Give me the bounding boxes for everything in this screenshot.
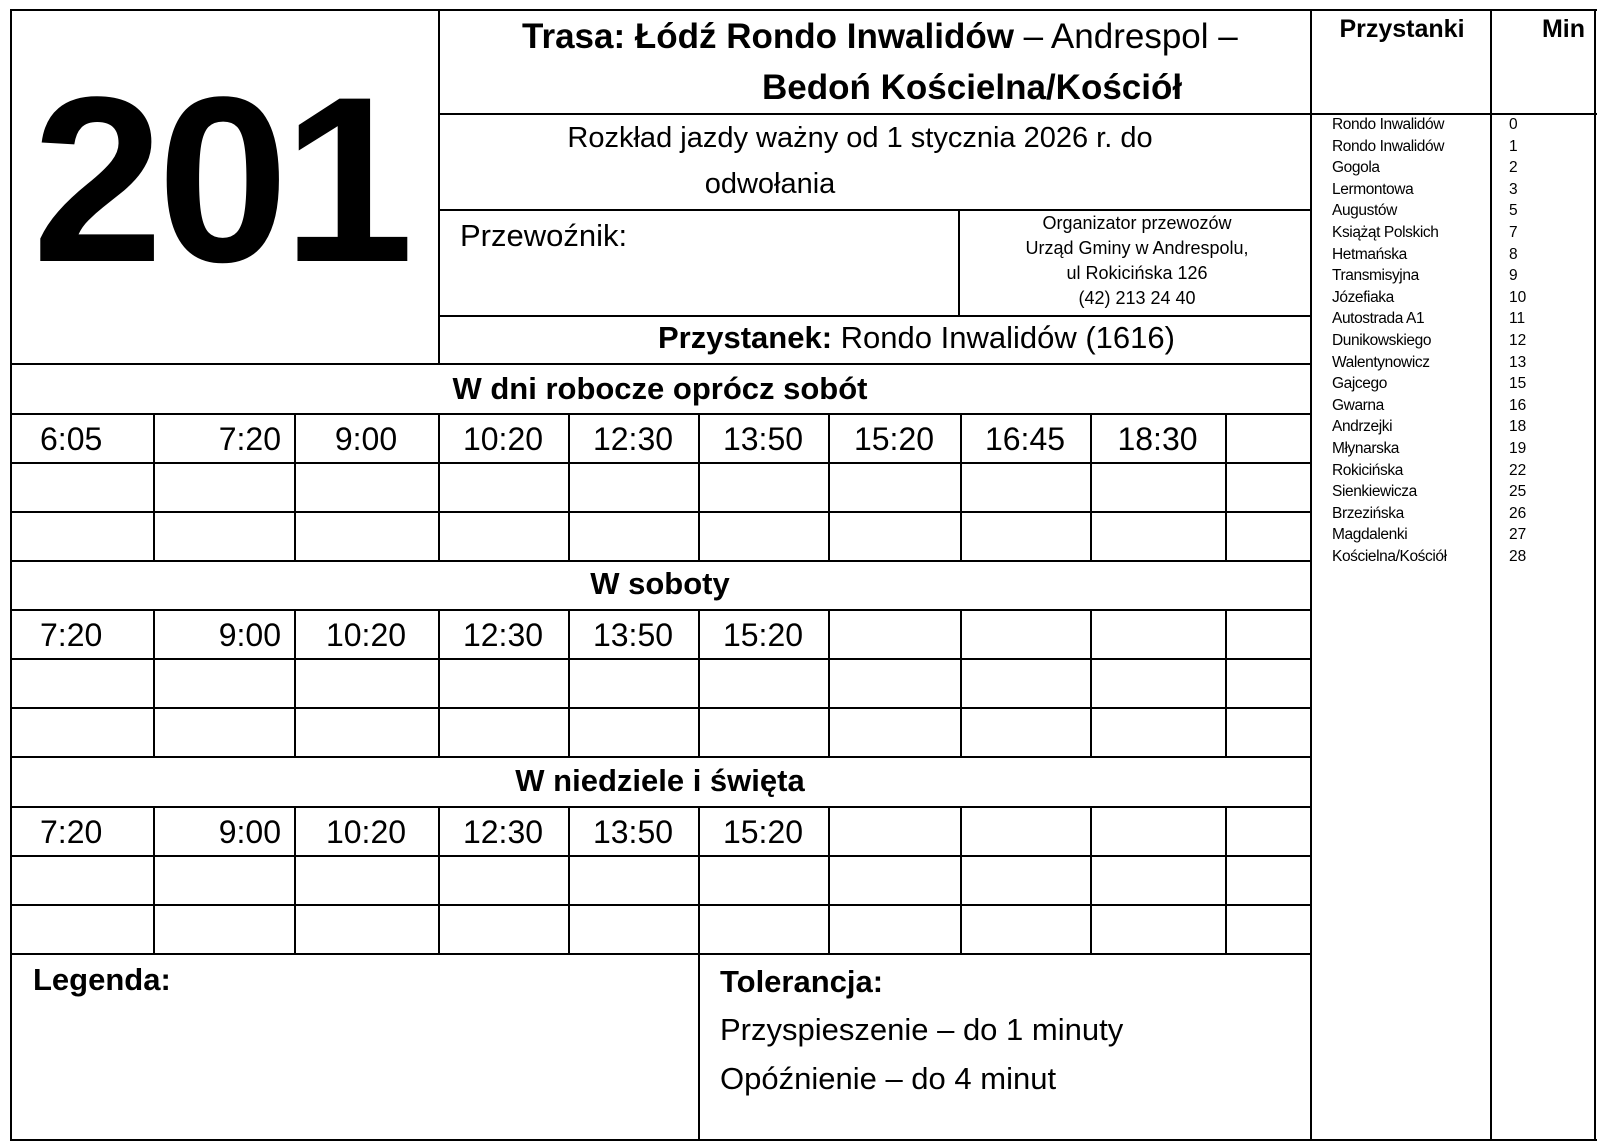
stop-heading [658,322,1175,353]
grid-line [153,413,155,562]
grid-line [568,413,570,562]
stop-name: Transmisyjna [1332,267,1419,285]
departure-time: 13:50 [722,421,804,457]
route-title-via: – Andrespol – [1013,17,1238,56]
grid-line [294,806,296,955]
grid-line [960,806,962,955]
stop-name: Brzezińska [1332,504,1404,522]
grid-line [153,806,155,955]
grid-line [698,806,700,955]
grid-line [294,609,296,758]
stop-minutes: 9 [1509,267,1518,285]
tolerance-label: Tolerancja: [720,964,884,999]
departure-time: 6:05 [40,421,103,457]
departure-time: 12:30 [462,617,544,653]
header-divider [438,9,440,365]
tolerance-delay: Opóźnienie – do 4 minut [720,1061,1057,1096]
departure-time: 12:30 [462,814,544,850]
route-title [522,19,1238,54]
stop-minutes: 19 [1509,440,1527,457]
departure-time: 9:00 [218,814,281,850]
stop-minutes: 12 [1509,332,1527,349]
stop-name: Gogola [1332,159,1380,177]
stop-minutes: 16 [1509,396,1527,414]
grid-line [438,209,1312,211]
stop-name: Kościelna/Kościół [1332,548,1447,565]
stop-value: Rondo Inwalidów (1616) [832,320,1175,355]
sunday-section-title: W niedziele i święta [515,763,805,798]
grid-line [10,413,1312,415]
line-number: 201 [32,48,408,312]
stop-name: Autostrada A1 [1332,310,1425,328]
tolerance-acceleration: Przyspieszenie – do 1 minuty [720,1012,1124,1047]
departure-time: 7:20 [218,421,281,457]
departure-time: 13:50 [592,814,674,850]
stop-name: Dunikowskiego [1332,332,1432,349]
grid-line [698,609,700,758]
stop-minutes: 10 [1509,288,1527,306]
stops-header-divider [1310,113,1597,115]
stops-column-header: Przystanki [1339,15,1465,43]
grid-line [1225,413,1227,562]
organizer-line-3: ul Rokicińska 126 [1066,263,1208,283]
grid-line [568,609,570,758]
minutes-column-header: Min [1541,15,1585,43]
departure-time: 15:20 [853,421,935,457]
departure-time: 9:00 [334,421,398,457]
weekday-section-title: W dni robocze oprócz sobót [452,371,868,406]
stop-name: Sienkiewicza [1332,483,1417,501]
minutes-column-divider [1490,9,1492,1141]
stop-minutes: 25 [1509,483,1527,501]
departure-time: 15:20 [722,617,804,653]
grid-line [438,806,440,955]
stop-minutes: 5 [1509,202,1518,220]
grid-line [10,609,1312,611]
stop-name: Magdalenki [1332,526,1408,544]
stop-name: Andrzejki [1332,418,1393,436]
stop-minutes: 2 [1509,159,1518,177]
grid-line [1090,806,1092,955]
carrier-label: Przewoźnik: [460,218,628,253]
departure-time: 12:30 [592,421,674,457]
stop-name: Gwarna [1332,396,1384,414]
border-left [10,9,12,1141]
grid-line [438,315,1312,317]
validity-line-2: odwołania [704,168,836,200]
stop-name: Hetmańska [1332,245,1407,263]
grid-line [10,511,1312,513]
grid-line [10,363,1312,365]
grid-line [294,413,296,562]
validity-line-1: Rozkład jazdy ważny od 1 stycznia 2026 r. do [567,122,1153,154]
organizer-line-4: (42) 213 24 40 [1078,288,1196,308]
grid-line [1090,609,1092,758]
grid-line [568,806,570,955]
departure-time: 15:20 [722,814,804,850]
stop-name: Młynarska [1332,440,1400,457]
stop-minutes: 15 [1509,375,1527,393]
border-right [1594,9,1596,1141]
grid-line [438,413,440,562]
stop-minutes: 7 [1509,224,1518,241]
grid-line [10,806,1312,808]
departure-time: 10:20 [462,421,544,457]
grid-line [438,113,1312,115]
departure-time: 10:20 [325,814,407,850]
grid-line [960,609,962,758]
legend-label: Legenda: [33,962,171,997]
organizer-line-2: Urząd Gminy w Andrespolu, [1025,238,1249,258]
stop-name: Książąt Polskich [1332,224,1439,241]
grid-line [10,756,1312,758]
grid-line [10,707,1312,709]
stop-minutes: 1 [1509,137,1518,155]
stop-name: Rondo Inwalidów [1332,137,1445,155]
departure-time: 7:20 [40,617,103,653]
grid-line [1090,413,1092,562]
grid-line [10,953,1312,955]
stop-name: Rondo Inwalidów [1332,116,1445,133]
grid-line [828,413,830,562]
stop-minutes: 11 [1509,310,1526,328]
route-title-origin: Trasa: Łódź Rondo Inwalidów [522,17,1014,56]
stop-name: Józefiaka [1332,288,1394,306]
border-bottom [10,1139,1597,1141]
grid-line [1225,806,1227,955]
grid-line [828,609,830,758]
stop-minutes: 18 [1509,418,1527,436]
organizer-divider [958,209,960,317]
stop-name: Gajcego [1332,375,1387,393]
stop-minutes: 0 [1509,116,1518,133]
saturday-section-title: W soboty [590,566,730,601]
grid-line [10,658,1312,660]
grid-line [960,413,962,562]
grid-line [698,413,700,562]
stop-minutes: 27 [1509,526,1527,544]
stop-label: Przystanek: [658,320,833,355]
stop-minutes: 3 [1509,180,1518,198]
departure-time: 16:45 [984,421,1066,457]
border-top [10,9,1597,11]
stop-minutes: 28 [1509,548,1527,565]
stop-name: Walentynowicz [1332,353,1430,371]
stop-name: Rokicińska [1332,461,1403,479]
stop-name: Augustów [1332,202,1397,220]
grid-line [153,609,155,758]
stops-panel-divider [1310,9,1312,1141]
departure-time: 18:30 [1117,421,1198,457]
stop-minutes: 22 [1509,461,1527,479]
organizer-line-1: Organizator przewozów [1042,213,1232,233]
route-title-destination: Bedoń Kościelna/Kościół [762,68,1183,107]
grid-line [10,855,1312,857]
departure-time: 13:50 [592,617,674,653]
stop-name: Lermontowa [1332,180,1414,198]
departure-time: 10:20 [325,617,407,653]
departure-time: 7:20 [40,814,103,850]
stop-minutes: 26 [1509,504,1527,522]
stop-minutes: 13 [1509,353,1527,371]
grid-line [438,609,440,758]
footer-divider [698,953,700,1141]
grid-line [1225,609,1227,758]
stop-minutes: 8 [1509,245,1518,263]
grid-line [10,462,1312,464]
departure-time: 9:00 [218,617,281,653]
grid-line [10,560,1312,562]
grid-line [10,904,1312,906]
grid-line [828,806,830,955]
